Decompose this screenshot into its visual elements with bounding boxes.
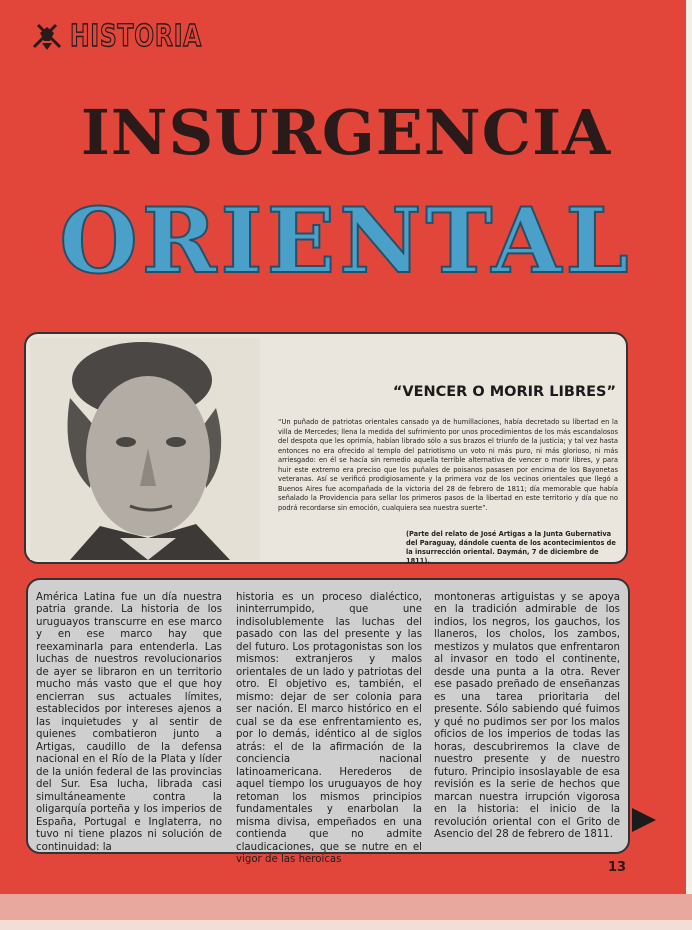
quote-text: “Un puñado de patriotas orientales cansado ya de humillaciones, había decretado su libertad en la villa de Mercedes; llena la medida del sufrimiento por unos procedimientos de los más escandalosos del despota que les oprimía, habían librado sólo a sus brazos el triunfo de la justicia; y tal vez hasta entonces no era ofrecido al templo del patriotismo un voto ni más puro, ni más glorioso, ni más arriesgado: en él se hacía sin remedio aquella terrible alternativa de vencer o morir libres, y para huir este extremo era preciso que los puñales de poisanos pasasen por encima de los Bayonetas veteranas. Así se verificó prodigiosamente y la primera voz de los vecinos orientales que llegó a Buenos Aires fue acompañada de la victoria del 28 de febrero de 1811; día memorable que había señalado la Providencia para sellar los primeros pasos de la libertad en este territorio y día que no podrá recordarse sin emoción, cualquiera sea nuestra suerte”. xyxy=(278,418,618,512)
bottom-paper-strip xyxy=(0,920,692,930)
continue-arrow-icon xyxy=(632,808,656,832)
section-title: HISTORIA xyxy=(70,18,203,54)
article-column-3: montoneras artiguistas y se apoya en la tradición admirable de los indios, los negros, los gauchos, los llaneros, los cholos, los zambos, mestizos y mulatos que enfrentaron al invasor en todo el continente, desde una punta a la otra. Rever ese pasado preñado de enseñanzas es una tarea prioritaria del presente. Sólo sabiendo qué fuimos y qué no pudimos ser por los malos oficios de los imperios de todas las horas, descubriremos la clave de nuestro presente y de nuestro futuro. Principio insoslayable de esa revisión es la serie de hechos que marcan nuestra irrupción vigorosa en la historia: el inicio de la revolución oriental con el Grito de Asencio del 28 de febrero de 1811. xyxy=(434,592,620,841)
article-box xyxy=(26,578,630,866)
article-column-2: historia es un proceso dialéctico, ininterrumpido, que une indisolublemente las luchas del pasado con las del presente y las del futuro. Los protagonistas son los mismos: extranjeros y malos orientales de un lado y patriotas del otro. El objetivo es, también, el mismo: dejar de ser colonia para ser nación. El marco histórico en el cual se da ese enfrentamiento es, por lo demás, idéntico al de siglos atrás: el de la afirmación de la conciencia nacional latinoamericana. Herederos de aquel tiempo los uruguayos de hoy retoman los mismos principios fundamentales y enarbolan la misma divisa, empeñados en una contienda que no admite claudicaciones, que se nutre en el vigor de las heroicas xyxy=(236,592,422,866)
page-number: 13 xyxy=(608,860,627,875)
quote-source: (Parte del relato de José Artigas a la Junta Gubernativa del Paraguay, dándole cuenta de los acontecimientos de la insurrección oriental. Daymán, 7 de diciembre de 1811). xyxy=(406,530,616,565)
section-header xyxy=(30,16,239,56)
quote-box xyxy=(24,332,628,564)
page-title: INSURGENCIA xyxy=(80,96,612,169)
page-subtitle: ORIENTAL xyxy=(59,188,633,294)
swords-crest-icon xyxy=(30,19,64,53)
article-column-1: América Latina fue un día nuestra patria grande. La historia de los uruguayos transcurre en ese marco y en ese marco hay que reexaminarla para entenderla. Las luchas de nuestros revolucionarios de ayer se libraron en un territorio mucho más vasto que el que hoy encierran sus actuales límites, establecidos por intereses ajenos a las inquietudes y al sentir de quienes combatieron junto a Artigas, caudillo de la defensa nacional en el Río de la Plata y líder de la unión federal de las provincias del Sur. Esa lucha, librada casi simultáneamente contra la oligarquía porteña y los imperios de España, Portugal e Inglaterra, no tuvo ni tiene plazos ni solución de continuidad: la xyxy=(36,592,222,853)
quote-heading: “VENCER O MORIR LIBRES” xyxy=(392,384,616,400)
portrait-photo xyxy=(30,338,260,560)
